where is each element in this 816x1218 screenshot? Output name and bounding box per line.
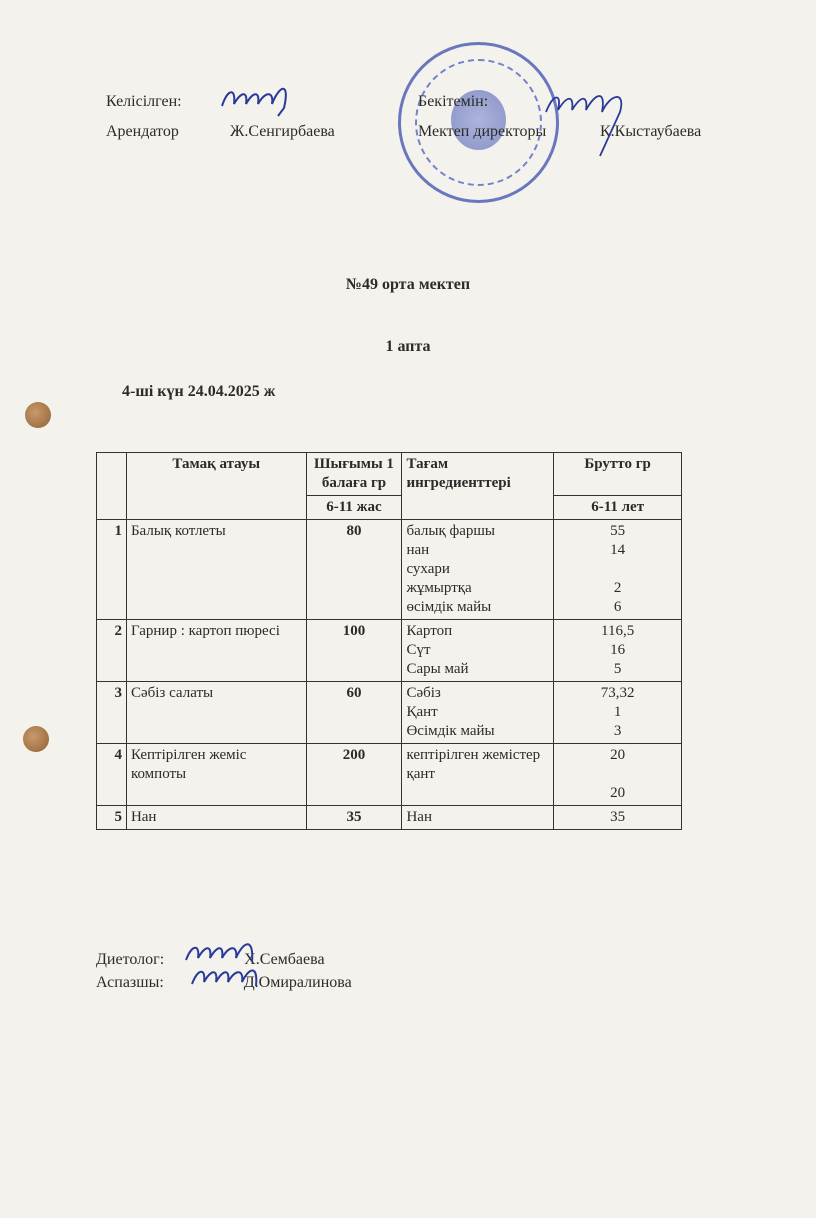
header-number (97, 453, 127, 520)
brutto-value: 116,5 (601, 623, 635, 639)
row-number: 2 (97, 620, 127, 682)
row-number: 3 (97, 682, 127, 744)
director-label: Мектеп директоры (418, 123, 547, 140)
ingredient-list (402, 520, 554, 620)
cook-signature (188, 962, 266, 998)
ingredient-item: кептірілген жемістер (406, 747, 541, 763)
dish-yield: 200 (306, 744, 402, 806)
brutto-value: 6 (613, 599, 622, 615)
ingredient-list (402, 806, 554, 830)
brutto-value: 20 (610, 785, 626, 801)
brutto-list (554, 520, 682, 620)
ingredient-item: Сары май (406, 661, 469, 677)
tenant-signature (218, 78, 298, 118)
agreed-label: Келісілген: (106, 93, 182, 110)
brutto-value: 73,32 (600, 685, 635, 701)
brutto-value: 1 (613, 704, 622, 720)
dish-yield: 60 (306, 682, 402, 744)
row-number: 4 (97, 744, 127, 806)
brutto-value (558, 560, 677, 579)
header-age-brutto: 6-11 лет (554, 496, 682, 520)
ingredient-item: сухари (406, 561, 450, 577)
header-dish-name: Тамақ атауы (126, 453, 306, 520)
table-row (97, 806, 682, 830)
row-number: 1 (97, 520, 127, 620)
ingredient-item: балық фаршы (406, 523, 495, 539)
ingredient-item: Сүт (406, 642, 431, 658)
brutto-list (554, 620, 682, 682)
table-row (97, 682, 682, 744)
brutto-value: 3 (613, 723, 622, 739)
dietitian-label: Диетолог: (96, 951, 165, 968)
dish-yield: 35 (306, 806, 402, 830)
ingredient-item: нан (406, 542, 430, 558)
dietitian-name: Х.Сембаева (244, 951, 325, 968)
day-date-line: 4-ші күн 24.04.2025 ж (122, 383, 276, 400)
brutto-value: 35 (610, 809, 626, 825)
dish-yield: 100 (306, 620, 402, 682)
brutto-value: 14 (610, 542, 626, 558)
punch-hole (25, 402, 51, 428)
menu-table (96, 452, 682, 830)
table-row (97, 620, 682, 682)
header-age-yield: 6-11 жас (306, 496, 402, 520)
tenant-name: Ж.Сенгирбаева (230, 123, 335, 140)
ingredient-item: Қант (406, 704, 438, 720)
dish-yield: 80 (306, 520, 402, 620)
approved-label: Бекітемін: (418, 93, 489, 110)
week-title: 1 апта (385, 338, 431, 355)
header-ingredients: Тағам ингредиенттері (402, 453, 554, 520)
row-number: 5 (97, 806, 127, 830)
ingredient-list (402, 744, 554, 806)
school-title: №49 орта мектеп (345, 276, 471, 293)
dish-name: Кептірілген жеміс компоты (126, 744, 306, 806)
table-row (97, 744, 682, 806)
ingredient-item: қант (406, 766, 435, 782)
dish-name: Сәбіз салаты (126, 682, 306, 744)
brutto-list (554, 744, 682, 806)
dish-name: Гарнир : картоп пюресі (126, 620, 306, 682)
punch-hole (23, 726, 49, 752)
ingredient-list (402, 682, 554, 744)
header-yield: Шығымы 1 балаға гр (306, 453, 402, 496)
ingredient-item: Нан (406, 809, 432, 825)
brutto-value: 55 (610, 523, 626, 539)
ingredient-item: Картоп (406, 623, 453, 639)
tenant-label: Арендатор (106, 123, 179, 140)
brutto-value: 5 (613, 661, 622, 677)
brutto-list (554, 806, 682, 830)
table-row (97, 520, 682, 620)
brutto-value: 16 (610, 642, 626, 658)
brutto-list (554, 682, 682, 744)
brutto-value (558, 765, 677, 784)
director-name: К.Кыстаубаева (600, 123, 702, 140)
brutto-value: 2 (613, 580, 622, 596)
cook-label: Аспазшы: (96, 974, 164, 991)
dish-name: Балық котлеты (126, 520, 306, 620)
brutto-value: 20 (610, 747, 626, 763)
ingredient-item: өсімдік майы (406, 599, 492, 615)
ingredient-item: Өсімдік майы (406, 723, 495, 739)
dish-name: Нан (126, 806, 306, 830)
director-signature (540, 82, 630, 162)
ingredient-item: Сәбіз (406, 685, 441, 701)
ingredient-item: жұмыртқа (406, 580, 472, 596)
cook-name: Д.Омиралинова (243, 974, 352, 991)
header-brutto: Брутто гр (554, 453, 682, 496)
ingredient-list (402, 620, 554, 682)
